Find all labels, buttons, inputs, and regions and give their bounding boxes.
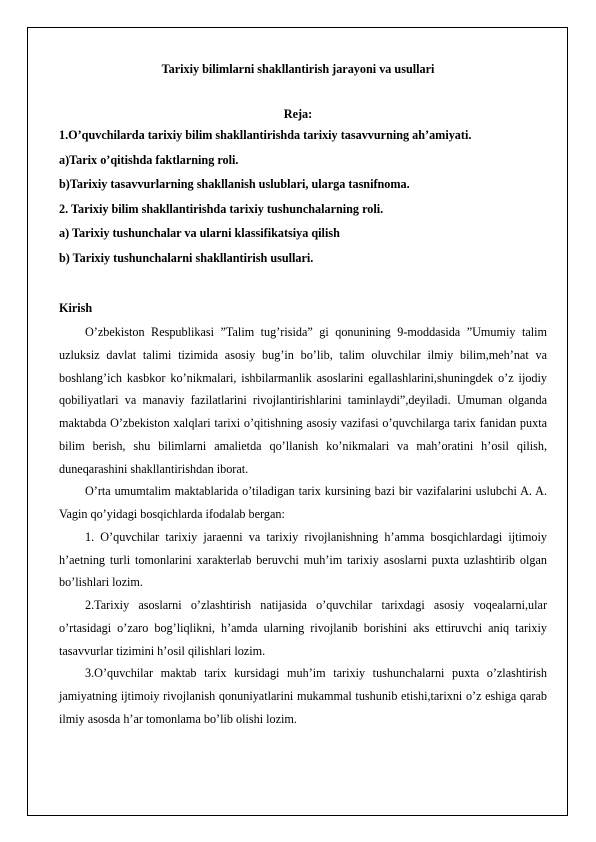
paragraph: O’zbekiston Respublikasi ”Talim tug’risida” gi qonunining 9-moddasida ”Umumiy talim uzluksiz davlat talimi tizimida asosiy bug’in bo’lib, talim oluvchilar ilmiy bilim,meh’nat va boshlang’ich kasbkor ko’nikmalari, ishbilarmanlik asoslarini egallashlarini,shuningdek o’z ijodiy qobiliyatlari va manaviy fazilatlarini rivojlantirishlarini taminlaydi”,deyiladi. Umuman olganda maktabda O’zbekiston xalqlari tarixi o’qitishning asosiy vazifasi o’quvchilarga tarix fanidan puxta bilim berish, shu bilimlarni amalietda qo’llanish ko’nikmalari va mah’oratini h’osil qilish, duneqarashini shakllantirishdan iborat. bbox=[59, 325, 547, 476]
plan-heading: Reja: bbox=[283, 107, 313, 121]
paragraph: 1. O’quvchilar tarixiy jaraenni va tarixiy rivojlanishning h’amma bosqichlardagi ijtimoiy h’aetning turli tomonlarini xarakterlab beruvchi muh’im tarixiy asoslarni puxta uzlashtirib olgan bo’lishlari lozim. bbox=[59, 529, 547, 590]
paragraph: 3.O’quvchilar maktab tarix kursidagi muh’im tarixiy tushunchalarni puxta o’zlashtirish jamiyatning ijtimoiy rivojlanish qonuniyatlarini mukammal tushunib etishi,tarixni o’z eshiga qarab ilmiy asosda h’ar tomonlama bo’lib olishi lozim. bbox=[59, 666, 547, 726]
plan-item: 2. Tarixiy bilim shakllantirishda tarixiy tushunchalarning roli. bbox=[59, 201, 384, 216]
section-heading: Kirish bbox=[59, 301, 93, 315]
plan-item: b)Tarixiy tasavvurlarning shakllanish uslublari, ularga tasnifnoma. bbox=[59, 177, 410, 191]
plan-item: a) Tarixiy tushunchalar va ularni klassifikatsiya qilish bbox=[59, 226, 340, 240]
plan-item: b) Tarixiy tushunchalarni shakllantirish usullari. bbox=[59, 250, 314, 265]
plan-item: 1.O’quvchilarda tarixiy bilim shakllantirishda tarixiy tasavvurning ah’amiyati. bbox=[59, 128, 472, 142]
paragraph: 2.Tarixiy asoslarni o’zlashtirish natijasida o’quvchilar tarixdagi asosiy voqealarni,ular o’rtasidagi o’zaro bog’liqlikni, h’amda ularning rivojlanib borishini aks ettiruvchi aniq tarixiy tasavvurlar tizimini h’osil qilishlari lozim. bbox=[59, 598, 547, 658]
document-title: Tarixiy bilimlarni shakllantirish jarayoni va usullari bbox=[161, 62, 435, 76]
body-text bbox=[59, 321, 547, 731]
plan-item: a)Tarix o’qitishda faktlarning roli. bbox=[59, 152, 239, 167]
plan-list bbox=[59, 127, 549, 274]
paragraph: O’rta umumtalim maktablarida o’tiladigan tarix kursining bazi bir vazifalarini uslubchi A. A. Vagin qo’yidagi bosqichlarda ifodalab bergan: bbox=[59, 484, 547, 521]
